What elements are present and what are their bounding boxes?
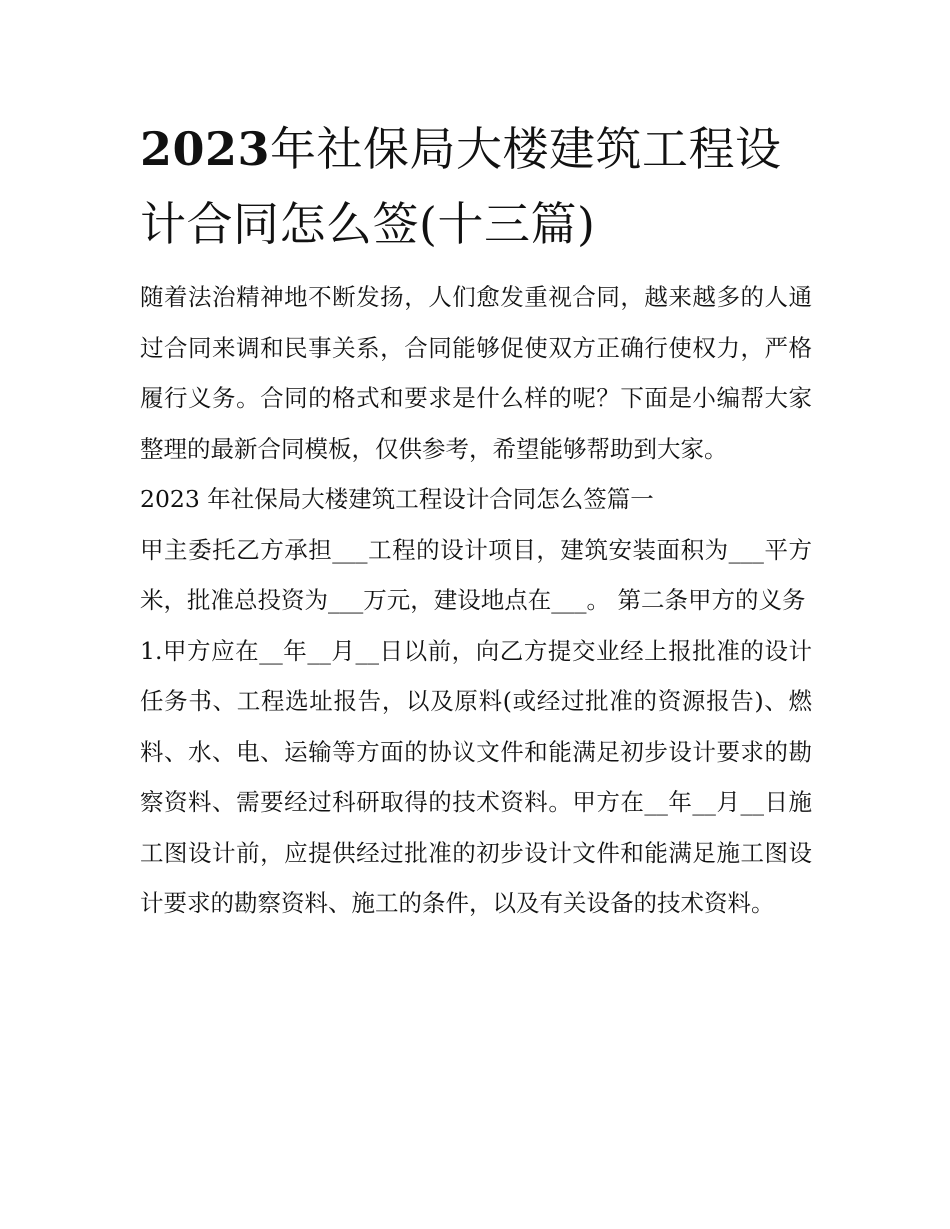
document-page — [140, 112, 812, 929]
intro-paragraph: 随着法治精神地不断发扬，人们愈发重视合同，越来越多的人通过合同来调和民事关系，合同能够促使双方正确行使权力，严格履行义务。合同的格式和要求是什么样的呢？下面是小编帮大家整理的最新合同模板，仅供参考，希望能够帮助到大家。 — [140, 283, 812, 463]
document-title — [140, 112, 812, 262]
title-year: 2023 — [140, 122, 271, 176]
section-heading: 2023 年社保局大楼建筑工程设计合同怎么签篇一 — [140, 485, 654, 513]
clause-paragraph: 1.甲方应在__年__月__日以前，向乙方提交业经上报批准的设计任务书、工程选址报告，以及原料(或经过批准的资源报告)、燃料、水、电、运输等方面的协议文件和能满足初步设计要求的勘察资料、需要经过科研取得的技术资料。甲方在__年__月__日施工图设计前，应提供经过批准的初步设计文件和能满足施工图设计要求的勘察资料、施工的条件，以及有关设备的技术资料。 — [140, 636, 812, 917]
clause-paragraph: 甲主委托乙方承担___工程的设计项目，建筑安装面积为___平方米，批准总投资为___万元，建设地点在___。 第二条甲方的义务 — [140, 535, 812, 614]
title-text: 年社保局大楼建筑工程设计合同怎么签(十三篇) — [140, 122, 782, 251]
